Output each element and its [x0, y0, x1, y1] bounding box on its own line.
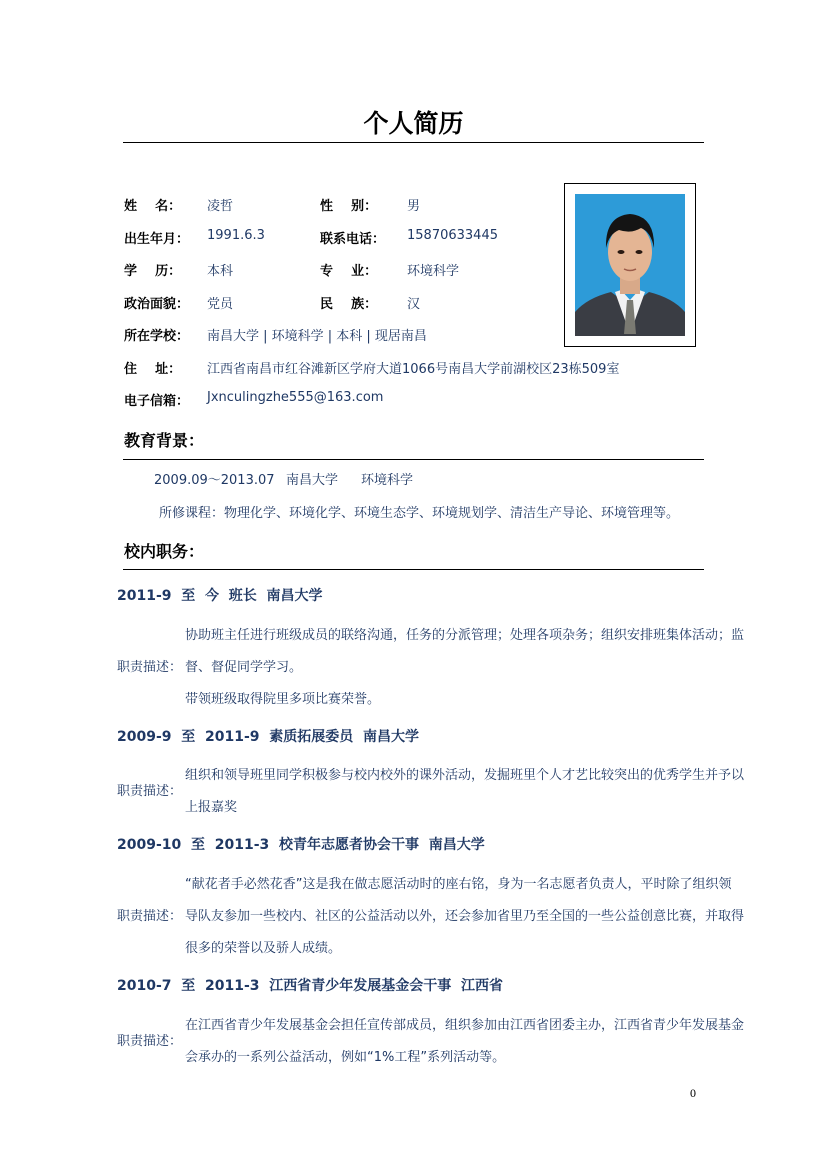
- duty-text-line: 会承办的一系列公益活动，例如“1%工程”系列活动等。: [185, 1050, 506, 1065]
- email-label: 电子信箱：: [124, 394, 190, 409]
- portrait-photo: [575, 194, 685, 336]
- major-label: 专 业：: [320, 264, 378, 279]
- political-label: 政治面貌：: [124, 297, 190, 312]
- degree-label: 学 历：: [124, 264, 182, 279]
- duty-label: 职责描述：: [117, 909, 183, 924]
- education-period: 2009.09～2013.07: [154, 473, 275, 488]
- duty-text-line: 上报嘉奖: [185, 800, 238, 815]
- duty-text-line: 很多的荣誉以及骄人成绩。: [185, 941, 342, 956]
- position-title: 2009-9 至 2011-9 素质拓展委员 南昌大学: [117, 729, 420, 745]
- position-title: 2009-10 至 2011-3 校青年志愿者协会干事 南昌大学: [117, 837, 485, 853]
- positions-divider: [123, 569, 704, 570]
- education-heading: 教育背景：: [124, 431, 205, 450]
- address-value: 江西省南昌市红谷滩新区学府大道1066号南昌大学前湖校区23栋509室: [207, 362, 620, 377]
- education-university: 南昌大学: [286, 473, 339, 488]
- duty-text-line: 协助班主任进行班级成员的联络沟通，任务的分派管理；处理各项杂务；组织安排班集体活动；监: [185, 628, 745, 643]
- duty-text-line: 带领班级取得院里多项比赛荣誉。: [185, 692, 381, 707]
- ethnicity-label: 民 族：: [320, 297, 378, 312]
- duty-text-line: 在江西省青少年发展基金会担任宣传部成员，组织参加由江西省团委主办，江西省青少年发展基金: [185, 1018, 745, 1033]
- duty-label: 职责描述：: [117, 660, 183, 675]
- photo-frame: [564, 183, 696, 347]
- page-title: 个人简历: [363, 109, 464, 138]
- education-courses: 所修课程：物理化学、环境化学、环境生态学、环境规划学、清洁生产导论、环境管理等。: [159, 506, 680, 521]
- school-value: 南昌大学 | 环境科学 | 本科 | 现居南昌: [207, 329, 427, 344]
- gender-value: 男: [407, 199, 421, 214]
- degree-value: 本科: [207, 264, 234, 279]
- education-divider: [123, 459, 704, 460]
- title-divider: [123, 142, 704, 143]
- positions-heading: 校内职务：: [124, 542, 205, 561]
- ethnicity-value: 汉: [407, 297, 421, 312]
- birth-value: 1991.6.3: [207, 228, 265, 243]
- page-number: 0: [690, 1086, 696, 1100]
- phone-label: 联系电话：: [320, 232, 386, 247]
- major-value: 环境科学: [407, 264, 460, 279]
- address-label: 住 址：: [124, 362, 182, 377]
- duty-text-line: 督、督促同学学习。: [185, 660, 303, 675]
- duty-label: 职责描述：: [117, 1034, 183, 1049]
- position-title: 2011-9 至 今 班长 南昌大学: [117, 588, 323, 604]
- duty-text-line: 组织和领导班里同学积极参与校内校外的课外活动，发掘班里个人才艺比较突出的优秀学生并予以: [185, 768, 745, 783]
- duty-label: 职责描述：: [117, 784, 183, 799]
- birth-label: 出生年月：: [124, 232, 190, 247]
- name-label: 姓 名：: [124, 199, 182, 214]
- phone-value: 15870633445: [407, 228, 498, 243]
- education-major: 环境科学: [361, 473, 414, 488]
- position-title: 2010-7 至 2011-3 江西省青少年发展基金会干事 江西省: [117, 978, 504, 994]
- political-value: 党员: [207, 297, 234, 312]
- duty-text-line: “献花者手必然花香”这是我在做志愿活动时的座右铭，身为一名志愿者负责人，平时除了组织领: [185, 877, 732, 892]
- school-label: 所在学校：: [124, 329, 190, 344]
- gender-label: 性 别：: [320, 199, 378, 214]
- name-value: 凌哲: [207, 199, 234, 214]
- email-value: Jxnculingzhe555@163.com: [207, 390, 384, 405]
- duty-text-line: 导队友参加一些校内、社区的公益活动以外，还会参加省里乃至全国的一些公益创意比赛，并取得: [185, 909, 745, 924]
